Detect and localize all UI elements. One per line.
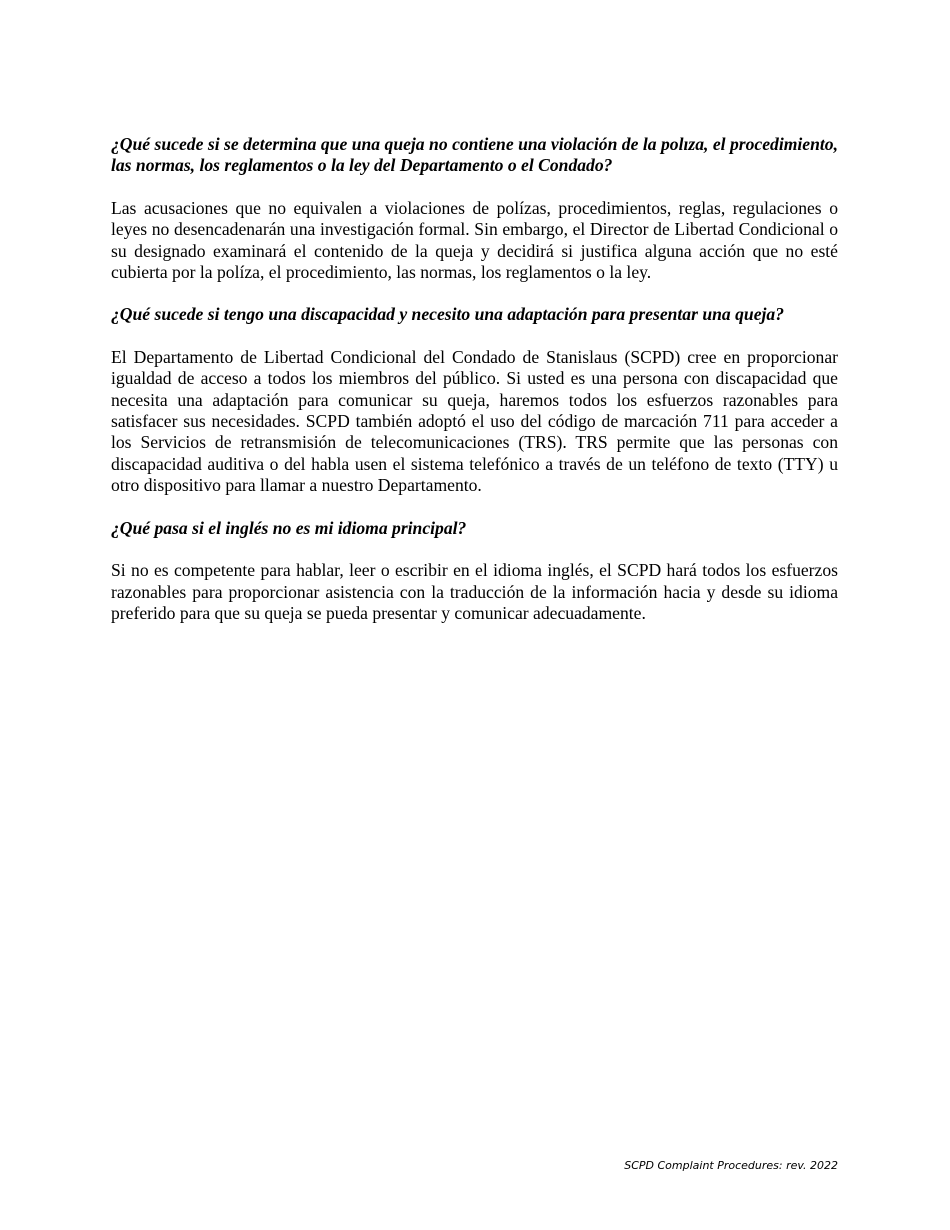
document-page xyxy=(111,134,838,624)
section-body-disability: El Departamento de Libertad Condicional del Condado de Stanislaus (SCPD) cree en proporcionar igualdad de acceso a todos los miembros del público. Si usted es una persona con discapacidad que necesita una adaptación para comunicar su queja, haremos todos los esfuerzos razonables para satisfacer sus necesidades. SCPD también adoptó el uso del código de marcación 711 para acceder a los Servicios de retransmisión de telecomunicaciones (TRS). TRS permite que las personas con discapacidad auditiva o del habla usen el sistema telefónico a través de un teléfono de texto (TTY) u otro dispositivo para llamar a nuestro Departamento. xyxy=(111,346,838,496)
section-heading-disability: ¿Qué sucede si tengo una discapacidad y necesito una adaptación para presentar una queja? xyxy=(111,304,784,325)
section-body-language: Si no es competente para hablar, leer o escribir en el idioma inglés, el SCPD hará todos los esfuerzos razonables para proporcionar asistencia con la traducción de la información hacia y desde su idioma preferido para que su queja se pueda presentar y comunicar adecuadamente. xyxy=(111,560,838,623)
page-footer: SCPD Complaint Procedures: rev. 2022 xyxy=(624,1159,838,1172)
section-body-policy-violation: Las acusaciones que no equivalen a violaciones de polízas, procedimientos, reglas, regulaciones o leyes no desencadenarán una investigación formal. Sin embargo, el Director de Libertad Condicional o su designado examinará el contenido de la queja y decidirá si justifica alguna acción que no esté cubierta por la políza, el procedimiento, las normas, los reglamentos o la ley. xyxy=(111,197,838,283)
section-heading-language: ¿Qué pasa si el inglés no es mi idioma principal? xyxy=(111,517,467,538)
section-heading-policy-violation: ¿Qué sucede si se determina que una queja no contiene una violación de la polıza, el procedimiento, las normas, los reglamentos o la ley del Departamento o el Condado? xyxy=(111,134,838,176)
